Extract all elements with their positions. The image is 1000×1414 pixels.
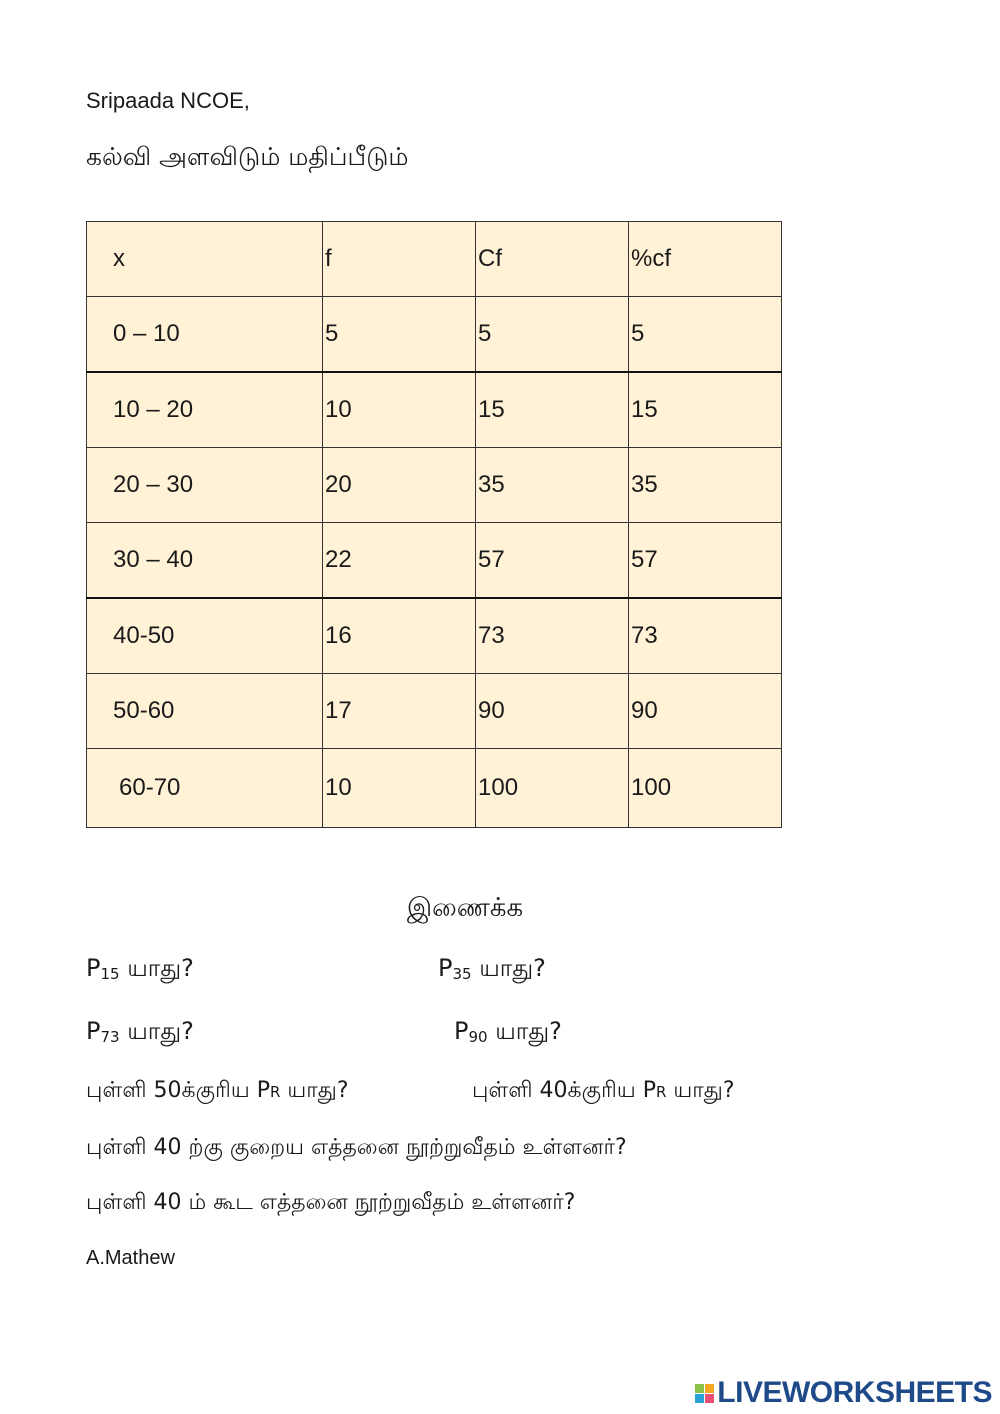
question-text: யாது? (666, 1078, 735, 1103)
table-row (87, 372, 782, 448)
question-pr-50 (86, 1078, 349, 1106)
table-cell: 22 (323, 523, 476, 599)
p-symbol: P (454, 1017, 469, 1045)
p-symbol: P (86, 1017, 101, 1045)
p-symbol: P (86, 954, 101, 982)
table-cell: 35 (476, 448, 629, 523)
frequency-table (86, 221, 782, 828)
p-subscript: 90 (468, 1028, 488, 1046)
column-header: %cf (629, 222, 782, 297)
question-text: யாது? (471, 954, 546, 982)
table-cell: 5 (629, 297, 782, 373)
table-cell: 90 (476, 674, 629, 749)
logo-square (705, 1384, 714, 1393)
table-cell: 100 (629, 749, 782, 828)
p-subscript: 73 (100, 1028, 120, 1046)
p-subscript: R (656, 1083, 667, 1101)
question-p73 (86, 1017, 194, 1048)
question-40-and-above: புள்ளி 40 ம் கூட எத்தனை நூற்றுவீதம் உள்ளனர்? (86, 1190, 576, 1215)
table-cell: 15 (629, 372, 782, 448)
column-header: Cf (476, 222, 629, 297)
table-cell: 60-70 (87, 749, 323, 828)
column-header: f (323, 222, 476, 297)
table-cell: 90 (629, 674, 782, 749)
table-cell: 10 (323, 749, 476, 828)
subject-title: கல்வி அளவிடும் மதிப்பீடும் (86, 142, 409, 171)
table-cell: 0 – 10 (87, 297, 323, 373)
table-cell: 5 (476, 297, 629, 373)
table-cell: 57 (476, 523, 629, 599)
table-cell: 20 (323, 448, 476, 523)
question-text: புள்ளி 50க்குரிய (86, 1078, 257, 1103)
logo-square (705, 1394, 714, 1403)
brand-text: LIVEWORKSHEETS (717, 1376, 992, 1409)
author-name: A.Mathew (86, 1247, 175, 1269)
table-cell: 30 – 40 (87, 523, 323, 599)
column-header: x (87, 222, 323, 297)
table-cell: 35 (629, 448, 782, 523)
table-row (87, 674, 782, 749)
p-symbol: P (256, 1078, 270, 1103)
question-text: யாது? (119, 954, 194, 982)
table-row (87, 598, 782, 674)
table-cell: 16 (323, 598, 476, 674)
question-p90 (454, 1017, 562, 1048)
institution-name: Sripaada NCOE, (86, 88, 250, 113)
table-row (87, 448, 782, 523)
table-cell: 57 (629, 523, 782, 599)
logo-square (695, 1394, 704, 1403)
question-text: யாது? (487, 1017, 562, 1045)
table-cell: 17 (323, 674, 476, 749)
p-subscript: 15 (100, 965, 120, 983)
table-cell: 100 (476, 749, 629, 828)
table-cell: 20 – 30 (87, 448, 323, 523)
table-cell: 73 (476, 598, 629, 674)
question-p15 (86, 954, 194, 985)
table-cell: 40-50 (87, 598, 323, 674)
table-header-row (87, 222, 782, 297)
p-symbol: P (642, 1078, 656, 1103)
table-row (87, 297, 782, 373)
logo-square (695, 1384, 704, 1393)
table-row (87, 523, 782, 599)
liveworksheets-branding (695, 1376, 992, 1410)
table-cell: 15 (476, 372, 629, 448)
liveworksheets-logo-icon (695, 1384, 714, 1403)
p-subscript: R (270, 1083, 281, 1101)
table-cell: 73 (629, 598, 782, 674)
question-pr-40 (472, 1078, 735, 1106)
question-below-40: புள்ளி 40 ற்கு குறைய எத்தனை நூற்றுவீதம் உள்ளனர்? (86, 1135, 627, 1160)
question-text: யாது? (280, 1078, 349, 1103)
p-symbol: P (438, 954, 453, 982)
table-cell: 10 – 20 (87, 372, 323, 448)
question-text: யாது? (119, 1017, 194, 1045)
table-row (87, 749, 782, 828)
table-cell: 50-60 (87, 674, 323, 749)
question-p35 (438, 954, 546, 985)
question-text: புள்ளி 40க்குரிய (472, 1078, 643, 1103)
table-cell: 10 (323, 372, 476, 448)
p-subscript: 35 (452, 965, 472, 983)
match-section-title: இணைக்க (406, 893, 524, 923)
table-cell: 5 (323, 297, 476, 373)
